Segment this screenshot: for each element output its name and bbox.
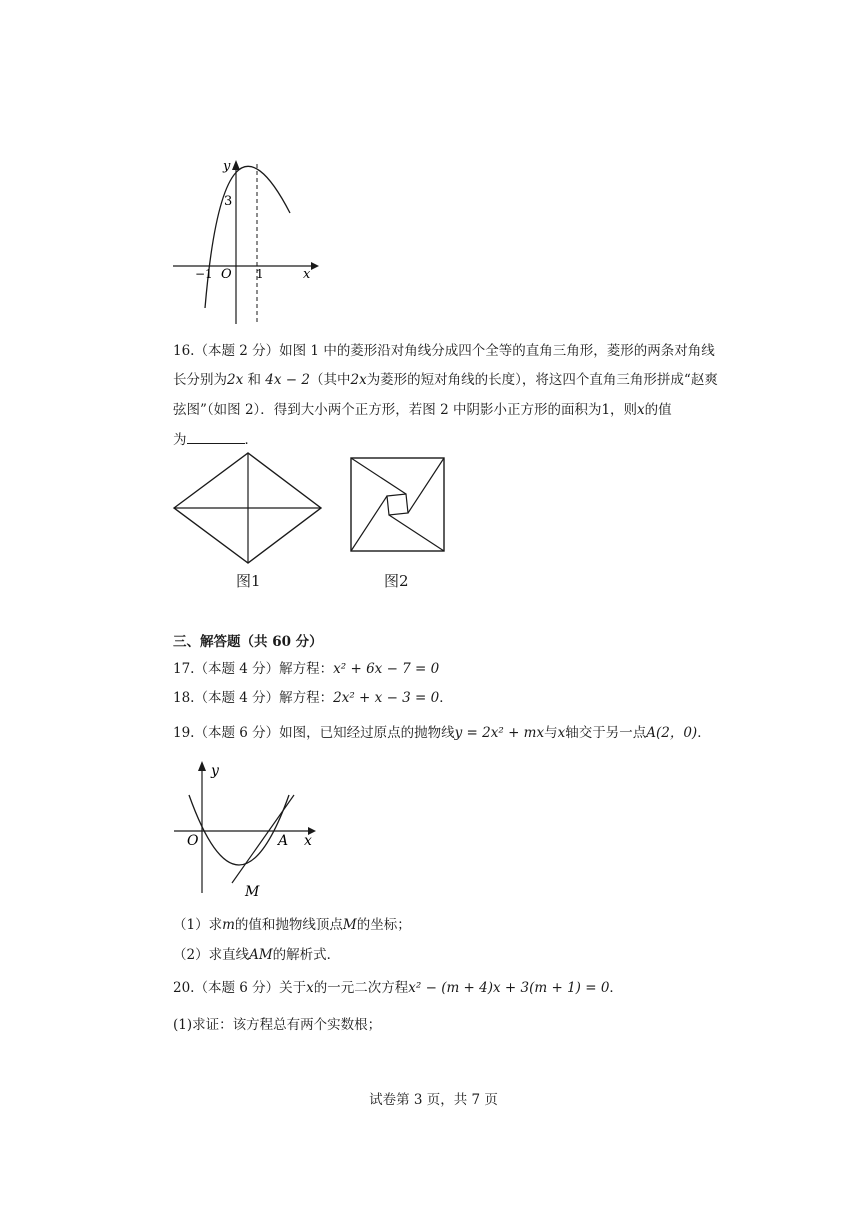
- page-footer: 试卷第 3 页，共 7 页: [369, 1092, 498, 1108]
- q16-line-2: [173, 368, 718, 388]
- q19-text: 19.（本题 6 分）如图，已知经过原点的抛物线: [173, 725, 455, 741]
- q20-text: 的一元二次方程: [313, 980, 409, 996]
- figure-1-rhombus: [170, 450, 326, 568]
- q19-part-text: （1）求: [173, 917, 223, 933]
- q16-text: 和: [243, 372, 266, 388]
- triangle-hyp: [351, 496, 387, 551]
- answer-blank[interactable]: [187, 432, 245, 444]
- y-axis-arrow: [198, 761, 206, 771]
- q19-end: ．: [697, 725, 711, 741]
- q16-text: ．: [244, 432, 258, 448]
- var-m: m: [222, 917, 235, 933]
- var-x: x: [557, 725, 566, 741]
- figure-2-zhaoshuang: [348, 455, 448, 555]
- label-m: M: [245, 884, 260, 900]
- q16-text: （其中: [309, 372, 351, 388]
- q19-equation: y = 2x² + mx: [454, 725, 545, 741]
- y-label: y: [223, 159, 231, 174]
- q20-text: 20.（本题 6 分）关于: [173, 980, 307, 996]
- q20-equation: x² − (m + 4)x + 3(m + 1) = 0: [408, 980, 610, 996]
- q16-text: 的值: [644, 402, 672, 418]
- q16-text: 为菱形的短对角线的长度），将这四个直角三角形拼成“赵爽: [366, 372, 718, 388]
- label-origin: O: [187, 833, 199, 849]
- q17-text: 17.（本题 4 分）解方程：: [173, 661, 334, 677]
- q17-equation: x² + 6x − 7 = 0: [333, 661, 440, 677]
- label-a: A: [278, 833, 289, 849]
- y-axis-arrow: [232, 160, 240, 170]
- q19-part-text: 的值和抛物线顶点: [234, 917, 343, 933]
- q19-text: 轴交于另一点: [565, 725, 647, 741]
- parabola-graph-2: [168, 755, 328, 905]
- triangle-hyp: [389, 515, 444, 551]
- parabola-curve: [205, 166, 290, 308]
- q19-text: 与: [544, 725, 558, 741]
- q16-text: 弦图”（如图 2）．得到大小两个正方形，若图 2 中阴影小正方形的面积为: [173, 402, 602, 418]
- figure-2-caption: 图2: [384, 572, 409, 590]
- q16-line-3: [173, 398, 672, 418]
- parabola-curve: [189, 795, 289, 865]
- x-axis-arrow: [311, 262, 319, 270]
- point-m: M: [342, 917, 357, 933]
- section-heading: 三、解答题（共 60 分）: [173, 634, 323, 650]
- expr-2x: 2x: [350, 372, 367, 388]
- x-label: x: [304, 833, 312, 849]
- label-1: 1: [256, 267, 264, 281]
- var-x: x: [306, 980, 314, 996]
- q19-part-text: 的解析式．: [272, 947, 341, 963]
- q19: [173, 721, 711, 741]
- q16-text: ，则: [610, 402, 638, 418]
- q19-part-1: [173, 913, 411, 933]
- triangle-hyp: [351, 458, 406, 494]
- parabola-graph-1: [165, 150, 325, 330]
- q20: [173, 976, 623, 996]
- q16-line-4: [173, 428, 258, 448]
- q18-text: 18.（本题 4 分）解方程：: [173, 690, 334, 706]
- q19-part-text: （2）求直线: [173, 947, 250, 963]
- q16-line-1: 16.（本题 2 分）如图 1 中的菱形沿对角线分成四个全等的直角三角形，菱形的两条对角线: [173, 343, 715, 359]
- figure-1-caption: 图1: [236, 572, 261, 590]
- expr-2x: 2x: [227, 372, 244, 388]
- q17: [173, 657, 439, 677]
- triangle-hyp: [408, 458, 444, 513]
- label-3: 3: [224, 194, 233, 209]
- inner-square: [387, 494, 408, 515]
- outer-square: [351, 458, 444, 551]
- x-label: x: [303, 267, 311, 282]
- var-x: x: [637, 402, 645, 418]
- label-origin: O: [221, 267, 232, 282]
- q18: [173, 686, 453, 706]
- q18-equation: 2x² + x − 3 = 0: [333, 690, 440, 706]
- line-am-label: AM: [249, 947, 273, 963]
- q19-part-2: [173, 943, 340, 963]
- point-a: A(2，0): [646, 725, 698, 741]
- q16-value-1: 1: [601, 402, 611, 418]
- q18-end: ．: [439, 690, 453, 706]
- q16-text: 长分别为: [173, 372, 227, 388]
- q16-text: 为: [173, 432, 187, 448]
- q19-part-text: 的坐标；: [356, 917, 411, 933]
- label-neg-1: −1: [195, 267, 213, 281]
- expr-4x-2: 4x − 2: [265, 372, 310, 388]
- q20-part-1: (1)求证：该方程总有两个实数根；: [173, 1017, 382, 1033]
- y-label: y: [211, 763, 219, 779]
- q20-end: ．: [609, 980, 623, 996]
